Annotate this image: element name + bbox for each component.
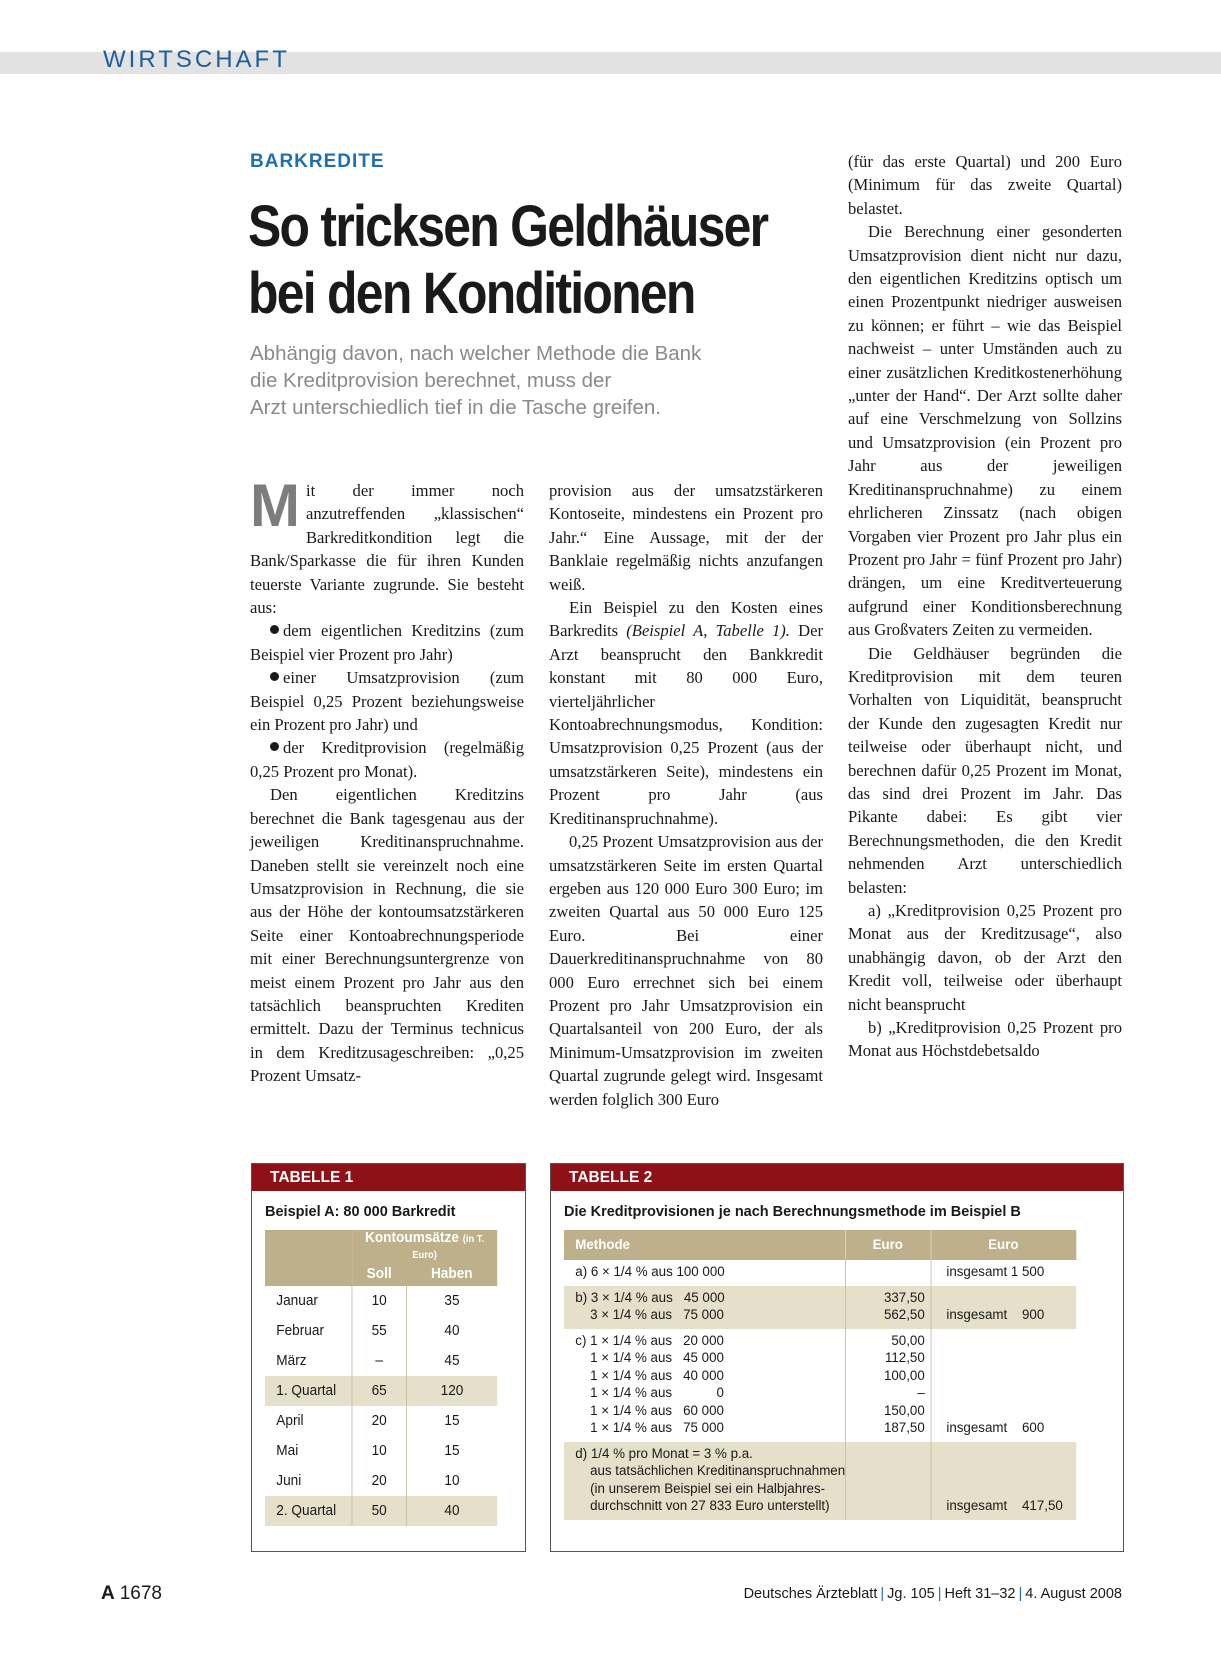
method-line: a) 6 × 1/4 % aus 100 000 xyxy=(575,1264,725,1280)
paragraph: (für das erste Quartal) und 200 Euro (Minimum für das zweite Quartal) belastet. xyxy=(848,152,1122,218)
journal-volume: Jg. 105 xyxy=(887,1586,935,1602)
table-2-box xyxy=(550,1163,1124,1552)
journal-date: 4. August 2008 xyxy=(1025,1586,1122,1602)
row-label: Juni xyxy=(276,1473,302,1489)
row-label: 2. Quartal xyxy=(265,1496,352,1526)
teaser-line-1: Abhängig davon, nach welcher Methode die Bank xyxy=(250,342,702,365)
cell-haben: 40 xyxy=(406,1316,497,1346)
method-line: b) 3 × 1/4 % aus 45 000 xyxy=(575,1289,725,1306)
cell-haben: 120 xyxy=(406,1376,497,1406)
row-label: 1. Quartal xyxy=(265,1376,352,1406)
article-headline xyxy=(248,193,768,327)
table-1-label: TABELLE 1 xyxy=(252,1164,525,1191)
row-label: März xyxy=(276,1353,307,1369)
table-header-row xyxy=(564,1230,1076,1260)
cell-haben: 15 xyxy=(406,1436,497,1466)
body-column-1 xyxy=(250,472,524,1088)
paragraph-text: Der Arzt beansprucht den Bankkredit konstant mit 80 000 Euro, vierteljährlicher Kontoabrechnungsmodus, Kondition: Umsatzprovision 0,25 Prozent (aus der umsatzstärkeren Seite), mindestens ein Prozent pro Jahr (aus Kreditinanspruchnahme). xyxy=(549,621,823,828)
table-header-empty xyxy=(265,1230,352,1286)
euro-line: – xyxy=(917,1385,925,1401)
bullet-item xyxy=(250,619,524,666)
sum-cell xyxy=(931,1286,1076,1329)
teaser-line-3: Arzt unterschiedlich tief in die Tasche greifen. xyxy=(250,396,661,419)
column-header-methode: Methode xyxy=(564,1230,846,1260)
table-row xyxy=(564,1260,1076,1286)
row-label: April xyxy=(276,1413,304,1429)
cell-haben: 10 xyxy=(406,1466,497,1496)
bullet-icon xyxy=(270,625,279,634)
cell-soll: 55 xyxy=(352,1316,406,1346)
headline-line-2: bei den Konditionen xyxy=(248,261,695,326)
table-row xyxy=(265,1286,497,1316)
euro-line: 187,50 xyxy=(883,1420,925,1436)
table-2 xyxy=(564,1230,1076,1520)
sum-line: insgesamt 600 xyxy=(946,1420,1045,1436)
separator: | xyxy=(880,1586,885,1602)
row-label: Februar xyxy=(276,1323,325,1339)
headline-line-1: So tricksen Geldhäuser xyxy=(248,194,768,259)
method-line: c) 1 × 1/4 % aus 20 000 xyxy=(575,1332,724,1349)
sum-cell xyxy=(931,1442,1076,1520)
table-header-row xyxy=(265,1230,497,1262)
cell-soll: 50 xyxy=(352,1496,406,1526)
paragraph: 0,25 Prozent Umsatzprovision aus der umsatzstärkeren Seite im ersten Quartal ergeben aus 120 000 Euro 300 Euro; im zweiten Quartal aus 50 000 Euro 125 Euro. Bei einer Dauerkreditinanspruchnahme von 80 000 Euro errechnet sich bei einem Prozent pro Jahr Umsatzprovision ein Quartalsanteil von 200 Euro, der als Minimum-Umsatzprovision im zweiten Quartal zugrunde gelegt wird. Insgesamt werden folglich 300 Euro xyxy=(549,832,823,1109)
journal-issue: Heft 31–32 xyxy=(944,1586,1016,1602)
sum-line: insgesamt 417,50 xyxy=(946,1498,1063,1514)
drop-cap: M xyxy=(250,472,300,539)
paragraph: Die Berechnung einer gesonderten Umsatzprovision dient nicht nur dazu, den eigentlichen Kreditzins optisch um einen Prozentpunkt niedriger ausweisen zu können; er führt – wie das Beispiel nachweist – unter Umständen auch zu einer zusätzlichen Kreditkostenerhöhung „unter der Hand“. Der Arzt sollte daher auf eine Verschmelzung von Sollzins und Umsatzprovision (ein Prozent pro Jahr aus der jeweiligen Kreditinanspruchnahme) zu einem ehrlicheren Zinssatz (nach obigen Vorgaben vier Prozent pro Jahr plus ein Prozent pro Jahr = fünf Prozent pro Jahr) drängen, um eine Kreditverteuerung aufgrund einer Konditionsberechnung aus Großvaters Zeiten zu vermeiden. xyxy=(848,222,1122,640)
table-row xyxy=(564,1286,1076,1329)
method-line: aus tatsächlichen Kreditinanspruchnahmen xyxy=(575,1463,846,1479)
page-prefix: A xyxy=(101,1583,115,1604)
body-column-2 xyxy=(549,479,823,1111)
table-1 xyxy=(265,1230,497,1526)
euro-line: 150,00 xyxy=(883,1402,925,1419)
group-header-unit: (in T. Euro) xyxy=(412,1234,485,1261)
section-label: WIRTSCHAFT xyxy=(103,46,290,73)
paragraph-text: it der immer noch anzutreffenden „klassischen“ Barkreditkondition legt die Bank/Sparkasse die für ihren Kunden teuerste Variante zugrunde. Sie besteht aus: xyxy=(250,481,524,618)
method-line: 1 × 1/4 % aus 40 000 xyxy=(575,1367,724,1384)
cell-soll: 20 xyxy=(352,1466,406,1496)
row-label: Januar xyxy=(276,1293,318,1309)
euro-line: 50,00 xyxy=(891,1332,925,1349)
sum-cell: insgesamt 1 500 xyxy=(931,1260,1076,1286)
bullet-icon xyxy=(270,672,279,681)
paragraph xyxy=(549,596,823,830)
separator: | xyxy=(937,1586,942,1602)
cell-soll: 10 xyxy=(352,1286,406,1316)
method-line: 1 × 1/4 % aus 75 000 xyxy=(575,1420,724,1436)
footer-meta xyxy=(744,1586,1122,1602)
table-1-caption: Beispiel A: 80 000 Barkredit xyxy=(265,1204,456,1220)
paragraph-text: Ein Beispiel zu den Kosten eines Barkredits xyxy=(549,598,823,641)
table-row xyxy=(265,1466,497,1496)
table-row xyxy=(265,1346,497,1376)
cell-soll: 20 xyxy=(352,1406,406,1436)
paragraph xyxy=(250,472,524,619)
page-number-value: 1678 xyxy=(119,1583,163,1604)
cell-soll: – xyxy=(352,1346,406,1376)
column-header-haben: Haben xyxy=(430,1266,473,1282)
method-line: durchschnitt von 27 833 Euro unterstellt) xyxy=(575,1498,830,1514)
cell-haben: 45 xyxy=(406,1346,497,1376)
method-cell xyxy=(564,1442,846,1520)
separator: | xyxy=(1018,1586,1023,1602)
euro-cell xyxy=(846,1329,931,1442)
euro-line: 100,00 xyxy=(883,1367,925,1384)
group-header-text: Kontoumsätze xyxy=(365,1230,459,1246)
sum-line: insgesamt 900 xyxy=(946,1307,1045,1323)
table-2-caption: Die Kreditprovisionen je nach Berechnungsmethode im Beispiel B xyxy=(564,1204,1021,1220)
teaser-line-2: die Kreditprovision berechnet, muss der xyxy=(250,369,612,392)
method-line: 3 × 1/4 % aus 75 000 xyxy=(575,1307,724,1323)
method-line: (in unserem Beispiel sei ein Halbjahres- xyxy=(575,1480,826,1497)
bullet-text: dem eigentlichen Kreditzins (zum Beispiel vier Prozent pro Jahr) xyxy=(250,621,524,664)
method-cell xyxy=(564,1260,846,1286)
paragraph: a) „Kreditprovision 0,25 Prozent pro Monat aus der Kreditzusage“, also unabhängig davon, ob der Arzt den Kredit voll, teilweise oder überhaupt nicht beansprucht xyxy=(848,901,1122,1014)
table-row xyxy=(265,1436,497,1466)
cell-soll: 65 xyxy=(352,1376,406,1406)
column-header-euro: Euro xyxy=(846,1230,931,1260)
column-header-soll: Soll xyxy=(366,1266,392,1282)
bullet-text: einer Umsatzprovision (zum Beispiel 0,25 Prozent beziehungsweise ein Prozent pro Jahr) und xyxy=(250,668,524,735)
table-row xyxy=(564,1442,1076,1520)
paragraph: Die Geldhäuser begründen die Kreditprovision mit dem teuren Vorhalten von Liquidität, beansprucht der Kunde den zugesagten Kredit nur teilweise oder überhaupt nicht, und berechnen dafür 0,25 Prozent im Monat, das sind drei Prozent im Jahr. Das Pikante dabei: Es gibt vier Berechnungsmethoden, die den Kredit nehmenden Arzt unterschiedlich belasten: xyxy=(848,643,1122,897)
table-1-box xyxy=(251,1163,526,1552)
method-cell xyxy=(564,1286,846,1329)
bullet-item xyxy=(250,666,524,736)
table-row-subtotal xyxy=(265,1376,497,1406)
table-row xyxy=(564,1329,1076,1442)
page-number xyxy=(101,1583,162,1605)
euro-cell xyxy=(846,1286,931,1329)
table-row xyxy=(265,1316,497,1346)
sum-cell xyxy=(931,1329,1076,1442)
table-group-header xyxy=(352,1230,497,1262)
cell-haben: 40 xyxy=(406,1496,497,1526)
article-teaser xyxy=(250,340,810,421)
paragraph: provision aus der umsatzstärkeren Kontoseite, mindestens ein Prozent pro Jahr.“ Eine Aussage, mit der der Banklaie regelmäßig nichts anzufangen weiß. xyxy=(549,481,823,594)
method-line: 1 × 1/4 % aus 45 000 xyxy=(575,1350,724,1366)
euro-cell xyxy=(846,1442,931,1520)
journal-name: Deutsches Ärzteblatt xyxy=(743,1586,878,1602)
bullet-text: der Kreditprovision (regelmäßig 0,25 Prozent pro Monat). xyxy=(250,738,524,781)
table-2-label: TABELLE 2 xyxy=(551,1164,1123,1191)
paragraph: b) „Kreditprovision 0,25 Prozent pro Monat aus Höchstdebetsaldo xyxy=(848,1018,1122,1061)
article-kicker: BARKREDITE xyxy=(250,151,385,172)
method-line: 1 × 1/4 % aus 60 000 xyxy=(575,1402,724,1419)
column-header-euro-total: Euro xyxy=(931,1230,1076,1260)
method-line: 1 × 1/4 % aus 0 xyxy=(575,1385,724,1401)
paragraph: Den eigentlichen Kreditzins berechnet die Bank tagesgenau aus der jeweiligen Kreditinanspruchnahme. Daneben stellt sie vereinzelt noch eine Umsatzprovision in Rechnung, die sie aus der Höhe der kontoumsatzstärkeren Seite einer Kontoabrechnungsperiode mit einer Berechnungsuntergrenze von meist einem Prozent pro Jahr aus den tatsächlich beanspruchten Krediten ermittelt. Dazu der Terminus technicus in dem Kreditzusageschreiben: „0,25 Prozent Umsatz- xyxy=(250,785,524,1086)
table-row xyxy=(265,1406,497,1436)
euro-cell xyxy=(846,1260,931,1286)
method-cell xyxy=(564,1329,846,1442)
body-column-3 xyxy=(848,150,1122,1063)
table-row-subtotal xyxy=(265,1496,497,1526)
cell-soll: 10 xyxy=(352,1436,406,1466)
bullet-item xyxy=(250,736,524,783)
table-reference: (Beispiel A, Tabelle 1). xyxy=(626,621,790,641)
euro-line: 337,50 xyxy=(883,1289,925,1306)
row-label: Mai xyxy=(276,1443,299,1459)
bullet-icon xyxy=(270,742,279,751)
euro-line: 562,50 xyxy=(883,1307,925,1323)
cell-haben: 35 xyxy=(406,1286,497,1316)
cell-haben: 15 xyxy=(406,1406,497,1436)
method-line: d) 1/4 % pro Monat = 3 % p.a. xyxy=(575,1445,753,1462)
euro-line: 112,50 xyxy=(884,1350,925,1366)
